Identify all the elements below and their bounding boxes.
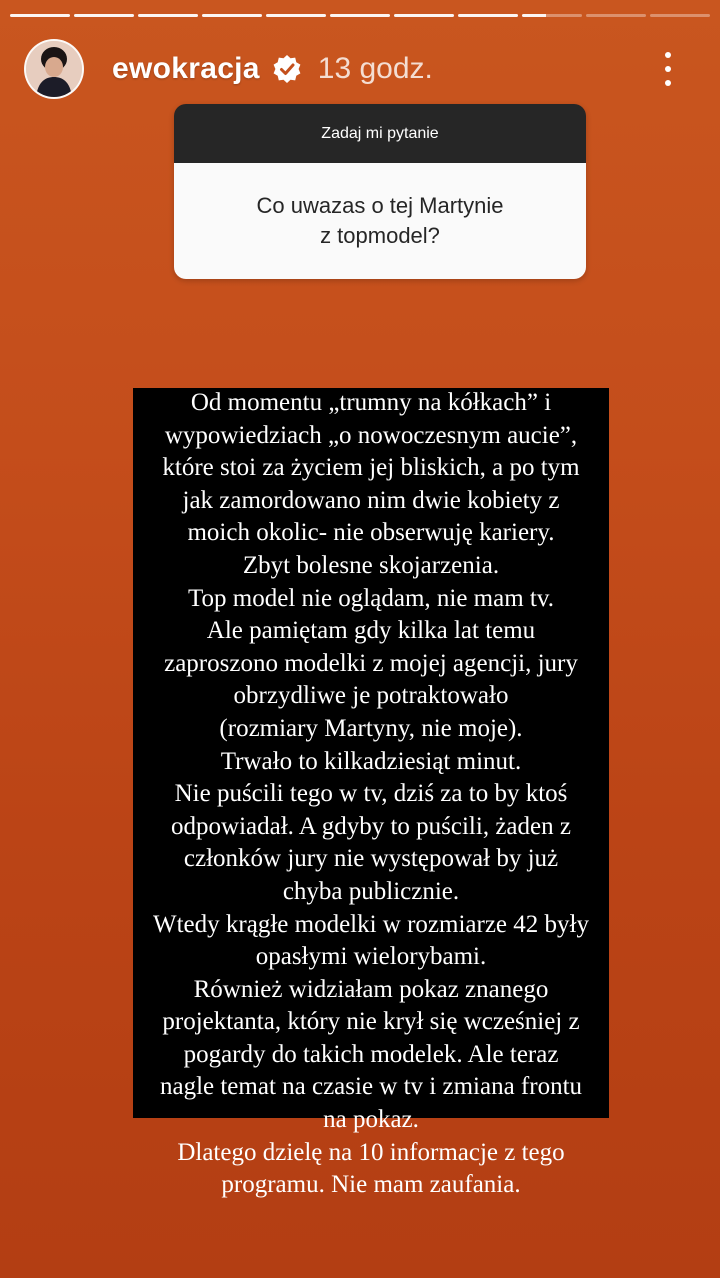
progress-segment: [266, 14, 326, 17]
avatar[interactable]: [24, 39, 84, 99]
progress-segment: [202, 14, 262, 17]
more-vertical-icon[interactable]: [658, 52, 678, 86]
progress-segment: [10, 14, 70, 17]
progress-segment: [650, 14, 710, 17]
verified-badge-icon: [272, 54, 302, 84]
progress-segment: [458, 14, 518, 17]
progress-segment: [74, 14, 134, 17]
question-text: Co uwazas o tej Martynie z topmodel?: [174, 163, 586, 279]
answer-text-panel: [133, 388, 609, 1199]
progress-segment: [586, 14, 646, 17]
question-sticker-header: Zadaj mi pytanie: [174, 104, 586, 163]
progress-segment: [330, 14, 390, 17]
answer-text: Od momentu „trumny na kółkach” i wypowiedziach „o nowoczesnym aucie”, które stoi za życiem jej bliskich, a po tym jak zamordowano nim dwie kobiety z moich okolic- nie obserwuję kariery. Zbyt bolesne skojarzenia. Top model nie oglądam, nie mam tv. Ale pamiętam gdy kilka lat temu zaproszono modelki z mojej agencji, jury obrzydliwe je potraktowało (rozmiary Martyny, nie moje). Trwało to kilkadziesiąt minut. Nie puścili tego w tv, dziś za to by ktoś odpowiadał. A gdyby to puścili, żaden z członków jury nie występował by już chyba publicznie. Wtedy krągłe modelki w rozmiarze 42 były opasłymi wielorybami. Również widziałam pokaz znanego projektanta, który nie krył się wcześniej z pogardy do takich modelek. Ale teraz nagle temat na czasie w tv i zmiana frontu na pokaz. Dlatego dzielę na 10 informacje z tego programu. Nie mam zaufania.: [153, 389, 589, 1199]
progress-segment-current: [522, 14, 582, 17]
username[interactable]: ewokracja: [112, 52, 260, 85]
story-header: [24, 38, 700, 100]
progress-segment: [138, 14, 198, 17]
profile-photo-icon: [26, 41, 82, 97]
story-progress-bar: [10, 14, 710, 17]
question-sticker[interactable]: [174, 104, 586, 279]
progress-segment: [394, 14, 454, 17]
post-time: 13 godz.: [317, 52, 433, 85]
